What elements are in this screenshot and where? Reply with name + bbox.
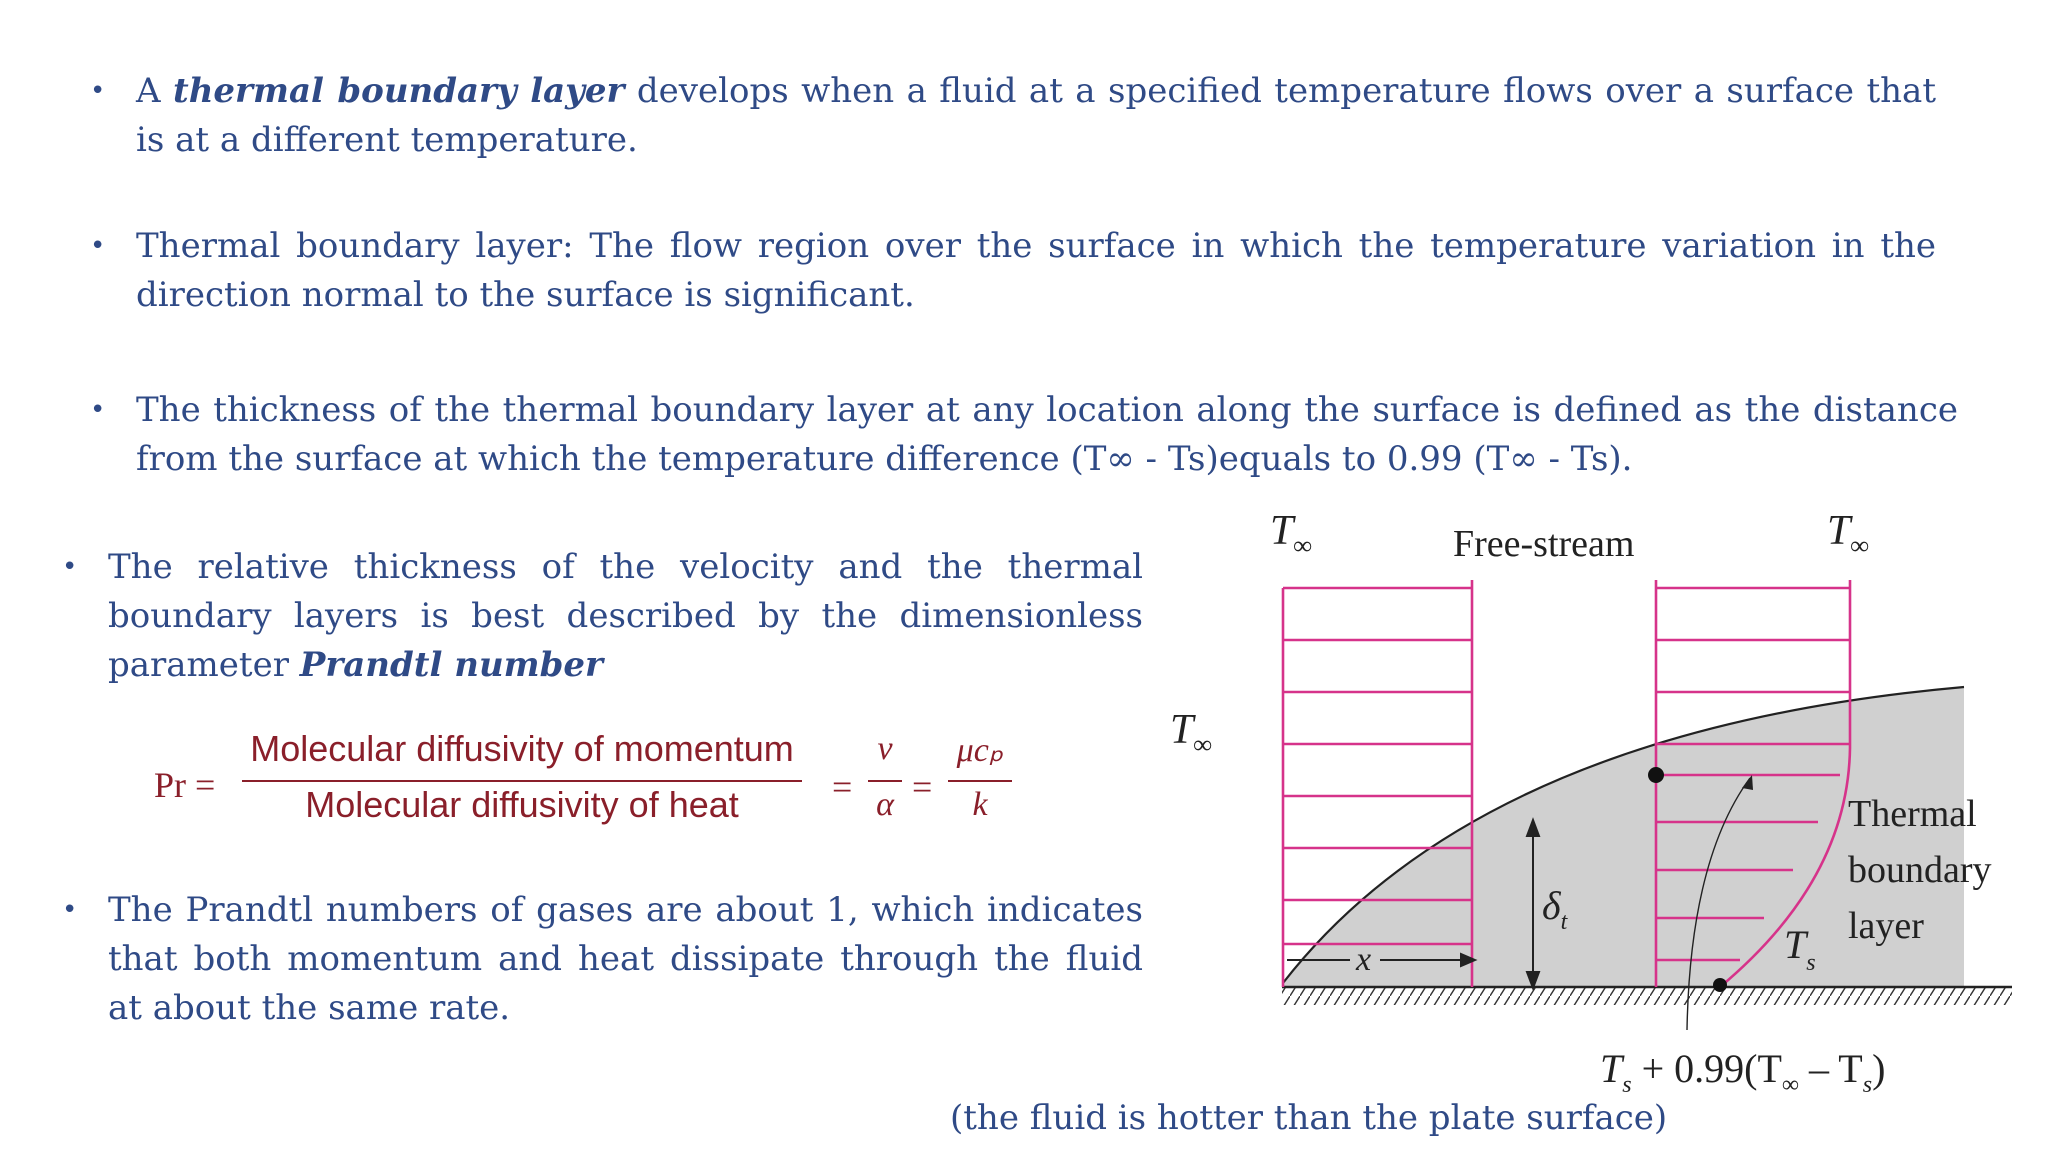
equation-numerator: Molecular diffusivity of momentum bbox=[250, 728, 794, 769]
bullet-icon: • bbox=[90, 395, 106, 425]
bullet-icon: • bbox=[62, 552, 78, 582]
t-inf-label-mid: $T_\infty$ bbox=[1170, 707, 1212, 759]
t-inf-label-right: $T_\infty$ bbox=[1827, 508, 1869, 560]
equation-denominator: Molecular diffusivity of heat bbox=[305, 784, 739, 825]
surface-point bbox=[1713, 978, 1727, 992]
bullet-prandtl bbox=[62, 543, 1143, 690]
figure-caption: (the fluid is hotter than the plate surface) bbox=[950, 1098, 1668, 1138]
fraction-bar bbox=[868, 780, 902, 782]
x-label: x bbox=[1356, 941, 1372, 978]
emphasis: thermal boundary layer bbox=[173, 71, 625, 111]
bullet-text: A thermal boundary layer develops when a fluid at a specified temperature flows over a surface that is at a different temperature. bbox=[136, 71, 1936, 160]
ts-label: $T_s$ bbox=[1784, 922, 1816, 976]
bullet-thickness bbox=[90, 386, 1958, 484]
bullet-text: Thermal boundary layer: The flow region over the surface in which the temperature variation in the direction normal to the surface is significant. bbox=[136, 226, 1936, 315]
bullet-icon: • bbox=[90, 231, 106, 261]
boundary-label: boundary bbox=[1848, 849, 1992, 891]
alpha-symbol: α bbox=[876, 786, 894, 823]
fraction-bar bbox=[242, 780, 802, 782]
bottom-formula: $T_s + 0.99(T_\infty - T_s)$ bbox=[1600, 1046, 1886, 1098]
boundary-edge-point bbox=[1648, 767, 1664, 783]
delta-t-label: $\delta_t$ bbox=[1542, 883, 1568, 935]
equals-sign: = bbox=[912, 767, 933, 807]
fraction-bar bbox=[948, 780, 1012, 782]
free-stream-label: Free-stream bbox=[1453, 523, 1635, 565]
prandtl-equation bbox=[150, 728, 1030, 838]
bullet-text: The thickness of the thermal boundary layer at any location along the surface is defined as the distance from the surface at which the temperature difference (T∞ - Ts)equals to 0.99 (T∞ - Ts). bbox=[136, 390, 1958, 479]
bullet-icon: • bbox=[62, 895, 78, 925]
mu-cp-symbol: μcₚ bbox=[956, 732, 1004, 769]
layer-label: layer bbox=[1848, 905, 1924, 947]
plate bbox=[1282, 987, 2012, 1005]
nu-symbol: ν bbox=[877, 730, 893, 767]
equation-lhs: Pr = bbox=[154, 765, 216, 805]
k-symbol: k bbox=[972, 786, 988, 823]
thermal-boundary-layer-figure bbox=[1150, 500, 2048, 1100]
thermal-label: Thermal bbox=[1848, 793, 1977, 835]
equals-sign: = bbox=[832, 767, 853, 807]
bullet-text: The relative thickness of the velocity and the thermal boundary layers is best described by the dimensionless parameter Prandtl number bbox=[108, 547, 1143, 685]
bullet-icon: • bbox=[90, 76, 106, 106]
bullet-gases bbox=[62, 886, 1143, 1033]
t-inf-label-left: $T_\infty$ bbox=[1270, 508, 1312, 560]
bullet-thermal-boundary-layer bbox=[90, 67, 1936, 165]
bullet-definition bbox=[90, 222, 1936, 320]
emphasis: Prandtl number bbox=[299, 645, 603, 685]
bullet-text: The Prandtl numbers of gases are about 1, which indicates that both momentum and heat dissipate through the fluid at about the same rate. bbox=[108, 890, 1143, 1028]
